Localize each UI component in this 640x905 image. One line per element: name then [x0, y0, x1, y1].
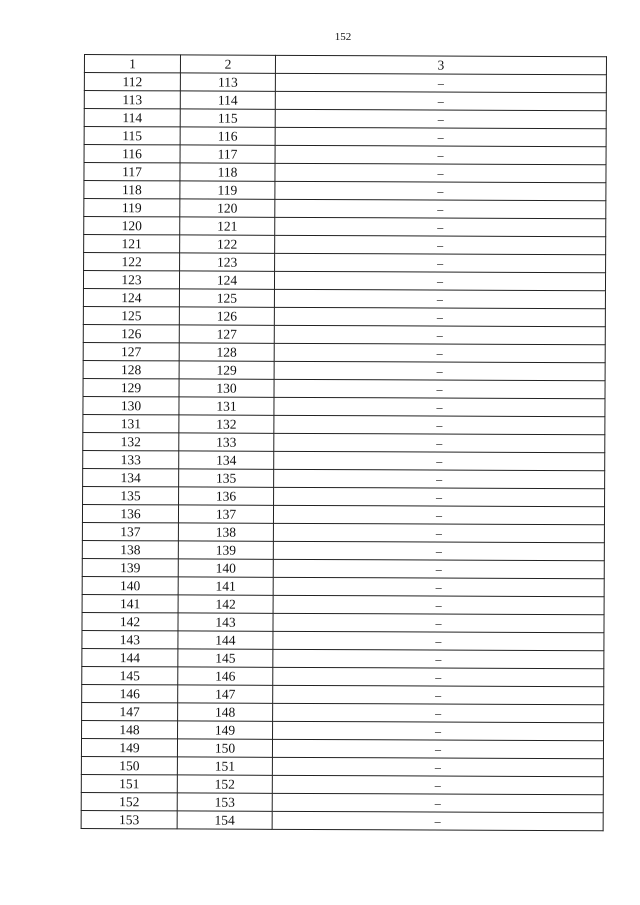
table-cell-col-2: 142	[178, 595, 273, 613]
table-cell-col-2: 147	[178, 685, 273, 703]
table-cell-col-2: 133	[179, 433, 274, 451]
table-cell-col-1: 151	[81, 774, 177, 792]
table-row	[82, 648, 604, 668]
table-row	[83, 342, 605, 362]
table-cell-col-2: 145	[178, 649, 273, 667]
table-body	[81, 73, 606, 831]
table-row	[82, 702, 604, 722]
table-cell-col-3: –	[274, 379, 605, 398]
table-cell-col-2: 151	[177, 757, 272, 775]
table-cell-col-3: –	[274, 451, 605, 470]
table-row	[83, 432, 605, 452]
table-cell-col-2: 116	[180, 127, 275, 145]
table-cell-col-1: 113	[84, 91, 180, 109]
table-row	[81, 774, 603, 794]
table-cell-col-1: 116	[84, 145, 180, 163]
table-cell-col-1: 112	[84, 73, 180, 91]
table-cell-col-2: 152	[177, 775, 272, 793]
table-row	[84, 145, 606, 165]
table-cell-col-1: 120	[84, 217, 180, 235]
table-cell-col-1: 127	[83, 342, 179, 360]
table-row	[83, 378, 605, 398]
table-cell-col-1: 130	[83, 396, 179, 414]
table-row	[83, 324, 605, 344]
table-cell-col-1: 124	[83, 288, 179, 306]
column-header-1: 1	[84, 55, 180, 73]
table-cell-col-2: 121	[180, 217, 275, 235]
table-cell-col-1: 137	[82, 522, 178, 540]
table-cell-col-1: 145	[82, 666, 178, 684]
table-cell-col-3: –	[273, 613, 604, 632]
table-cell-col-1: 146	[82, 684, 178, 702]
table-cell-col-2: 115	[180, 109, 275, 127]
table-cell-col-1: 149	[81, 738, 177, 756]
table-row	[84, 73, 606, 93]
table-cell-col-3: –	[274, 487, 605, 506]
table-cell-col-2: 154	[177, 811, 272, 829]
table-cell-col-1: 115	[84, 127, 180, 145]
table-cell-col-3: –	[273, 595, 604, 614]
table-row	[84, 217, 606, 237]
table-row	[82, 558, 604, 578]
table-cell-col-1: 114	[84, 109, 180, 127]
table-cell-col-2: 126	[179, 307, 274, 325]
table-cell-col-3: –	[274, 415, 605, 434]
table-cell-col-2: 127	[179, 325, 274, 343]
table-cell-col-2: 128	[179, 343, 274, 361]
table-cell-col-3: –	[272, 793, 603, 812]
table-cell-col-1: 131	[83, 414, 179, 432]
table-cell-col-2: 120	[180, 199, 275, 217]
table-cell-col-1: 147	[82, 702, 178, 720]
table-cell-col-3: –	[274, 325, 605, 344]
table-cell-col-1: 142	[82, 612, 178, 630]
table-header	[84, 55, 606, 75]
table-cell-col-3: –	[274, 397, 605, 416]
table-cell-col-1: 121	[84, 235, 180, 253]
header-row	[84, 55, 606, 75]
table-cell-col-3: –	[275, 127, 606, 146]
table-cell-col-1: 119	[84, 199, 180, 217]
table-cell-col-3: –	[275, 181, 606, 200]
table-cell-col-2: 136	[179, 487, 274, 505]
table-cell-col-2: 141	[178, 577, 273, 595]
table-cell-col-2: 138	[178, 523, 273, 541]
table-row	[84, 163, 606, 183]
table-cell-col-2: 113	[180, 73, 275, 91]
table-cell-col-1: 126	[83, 324, 179, 342]
table-cell-col-2: 118	[180, 163, 275, 181]
table-cell-col-2: 135	[179, 469, 274, 487]
table-cell-col-1: 152	[81, 792, 177, 810]
table-cell-col-3: –	[272, 811, 603, 830]
table-cell-col-3: –	[275, 235, 606, 254]
table-row	[81, 792, 603, 812]
table-cell-col-2: 143	[178, 613, 273, 631]
table-cell-col-3: –	[272, 775, 603, 794]
table-row	[84, 127, 606, 147]
table-row	[82, 576, 604, 596]
table-cell-col-2: 132	[179, 415, 274, 433]
table-row	[83, 486, 605, 506]
table-cell-col-1: 132	[83, 432, 179, 450]
table-row	[84, 235, 606, 255]
table-row	[84, 109, 606, 129]
table-cell-col-2: 149	[178, 721, 273, 739]
table-cell-col-1: 143	[82, 630, 178, 648]
table-cell-col-2: 122	[180, 235, 275, 253]
table-cell-col-2: 153	[177, 793, 272, 811]
table-cell-col-1: 118	[84, 181, 180, 199]
table-row	[83, 271, 605, 291]
table-cell-col-3: –	[274, 307, 605, 326]
table-cell-col-2: 150	[177, 739, 272, 757]
table-cell-col-2: 148	[178, 703, 273, 721]
table-cell-col-1: 140	[82, 576, 178, 594]
table-cell-col-3: –	[273, 505, 604, 524]
table-row	[82, 594, 604, 614]
table-cell-col-1: 128	[83, 360, 179, 378]
table-cell-col-2: 144	[178, 631, 273, 649]
table-cell-col-1: 150	[81, 756, 177, 774]
table-row	[81, 756, 603, 776]
table-cell-col-3: –	[273, 577, 604, 596]
table-cell-col-3: –	[274, 343, 605, 362]
table-cell-col-2: 139	[178, 541, 273, 559]
table-cell-col-2: 137	[178, 505, 273, 523]
table-cell-col-3: –	[272, 757, 603, 776]
table-row	[84, 91, 606, 111]
table-cell-col-3: –	[274, 469, 605, 488]
table-cell-col-1: 133	[83, 450, 179, 468]
column-header-2: 2	[180, 55, 275, 73]
table-cell-col-1: 153	[81, 810, 177, 828]
table-cell-col-3: –	[273, 523, 604, 542]
table-cell-col-1: 148	[82, 720, 178, 738]
table-row	[82, 684, 604, 704]
table-cell-col-2: 123	[180, 253, 275, 271]
table-row	[83, 414, 605, 434]
table-row	[82, 630, 604, 650]
table-row	[82, 720, 604, 740]
table-cell-col-2: 131	[179, 397, 274, 415]
table-row	[82, 504, 604, 524]
table-row	[82, 666, 604, 686]
table-row	[84, 199, 606, 219]
table-cell-col-3: –	[273, 649, 604, 668]
table-cell-col-1: 123	[83, 271, 179, 289]
column-header-3: 3	[275, 55, 606, 74]
table-cell-col-1: 135	[83, 486, 179, 504]
table-cell-col-3: –	[275, 73, 606, 92]
table-cell-col-3: –	[275, 91, 606, 110]
table-cell-col-1: 134	[83, 468, 179, 486]
table-cell-col-2: 130	[179, 379, 274, 397]
table-cell-col-2: 114	[180, 91, 275, 109]
table-cell-col-3: –	[274, 361, 605, 380]
table-cell-col-3: –	[275, 163, 606, 182]
table-cell-col-3: –	[273, 667, 604, 686]
table-row	[81, 810, 603, 830]
table-cell-col-3: –	[273, 703, 604, 722]
table-cell-col-2: 140	[178, 559, 273, 577]
table-cell-col-3: –	[274, 271, 605, 290]
table-cell-col-3: –	[273, 721, 604, 740]
table-cell-col-3: –	[273, 685, 604, 704]
table-cell-col-3: –	[275, 217, 606, 236]
table-row	[84, 253, 606, 273]
table-cell-col-3: –	[273, 631, 604, 650]
table-cell-col-1: 122	[84, 253, 180, 271]
table-cell-col-1: 136	[82, 504, 178, 522]
table-cell-col-3: –	[275, 145, 606, 164]
table-row	[83, 306, 605, 326]
data-table	[81, 54, 607, 831]
table-cell-col-1: 144	[82, 648, 178, 666]
table-cell-col-3: –	[274, 289, 605, 308]
table-row	[82, 522, 604, 542]
table-cell-col-2: 134	[179, 451, 274, 469]
table-cell-col-1: 138	[82, 540, 178, 558]
table-cell-col-3: –	[273, 541, 604, 560]
table-cell-col-1: 141	[82, 594, 178, 612]
table-cell-col-3: –	[275, 109, 606, 128]
table-cell-col-2: 146	[178, 667, 273, 685]
table-cell-col-1: 129	[83, 378, 179, 396]
table-cell-col-3: –	[272, 739, 603, 758]
table-row	[82, 540, 604, 560]
table-row	[83, 396, 605, 416]
table-row	[82, 612, 604, 632]
table-cell-col-3: –	[274, 433, 605, 452]
table-row	[83, 360, 605, 380]
table-cell-col-3: –	[275, 199, 606, 218]
table-row	[83, 468, 605, 488]
table-row	[83, 450, 605, 470]
table-cell-col-3: –	[273, 559, 604, 578]
table-cell-col-2: 119	[180, 181, 275, 199]
table-cell-col-2: 117	[180, 145, 275, 163]
table-cell-col-2: 129	[179, 361, 274, 379]
table-cell-col-2: 125	[179, 289, 274, 307]
table-cell-col-3: –	[275, 253, 606, 272]
table-cell-col-1: 117	[84, 163, 180, 181]
table-cell-col-1: 139	[82, 558, 178, 576]
page-number: 152	[334, 31, 352, 43]
table-row	[81, 738, 603, 758]
table-cell-col-2: 124	[179, 271, 274, 289]
table-row	[84, 181, 606, 201]
table-cell-col-1: 125	[83, 306, 179, 324]
table-row	[83, 288, 605, 308]
